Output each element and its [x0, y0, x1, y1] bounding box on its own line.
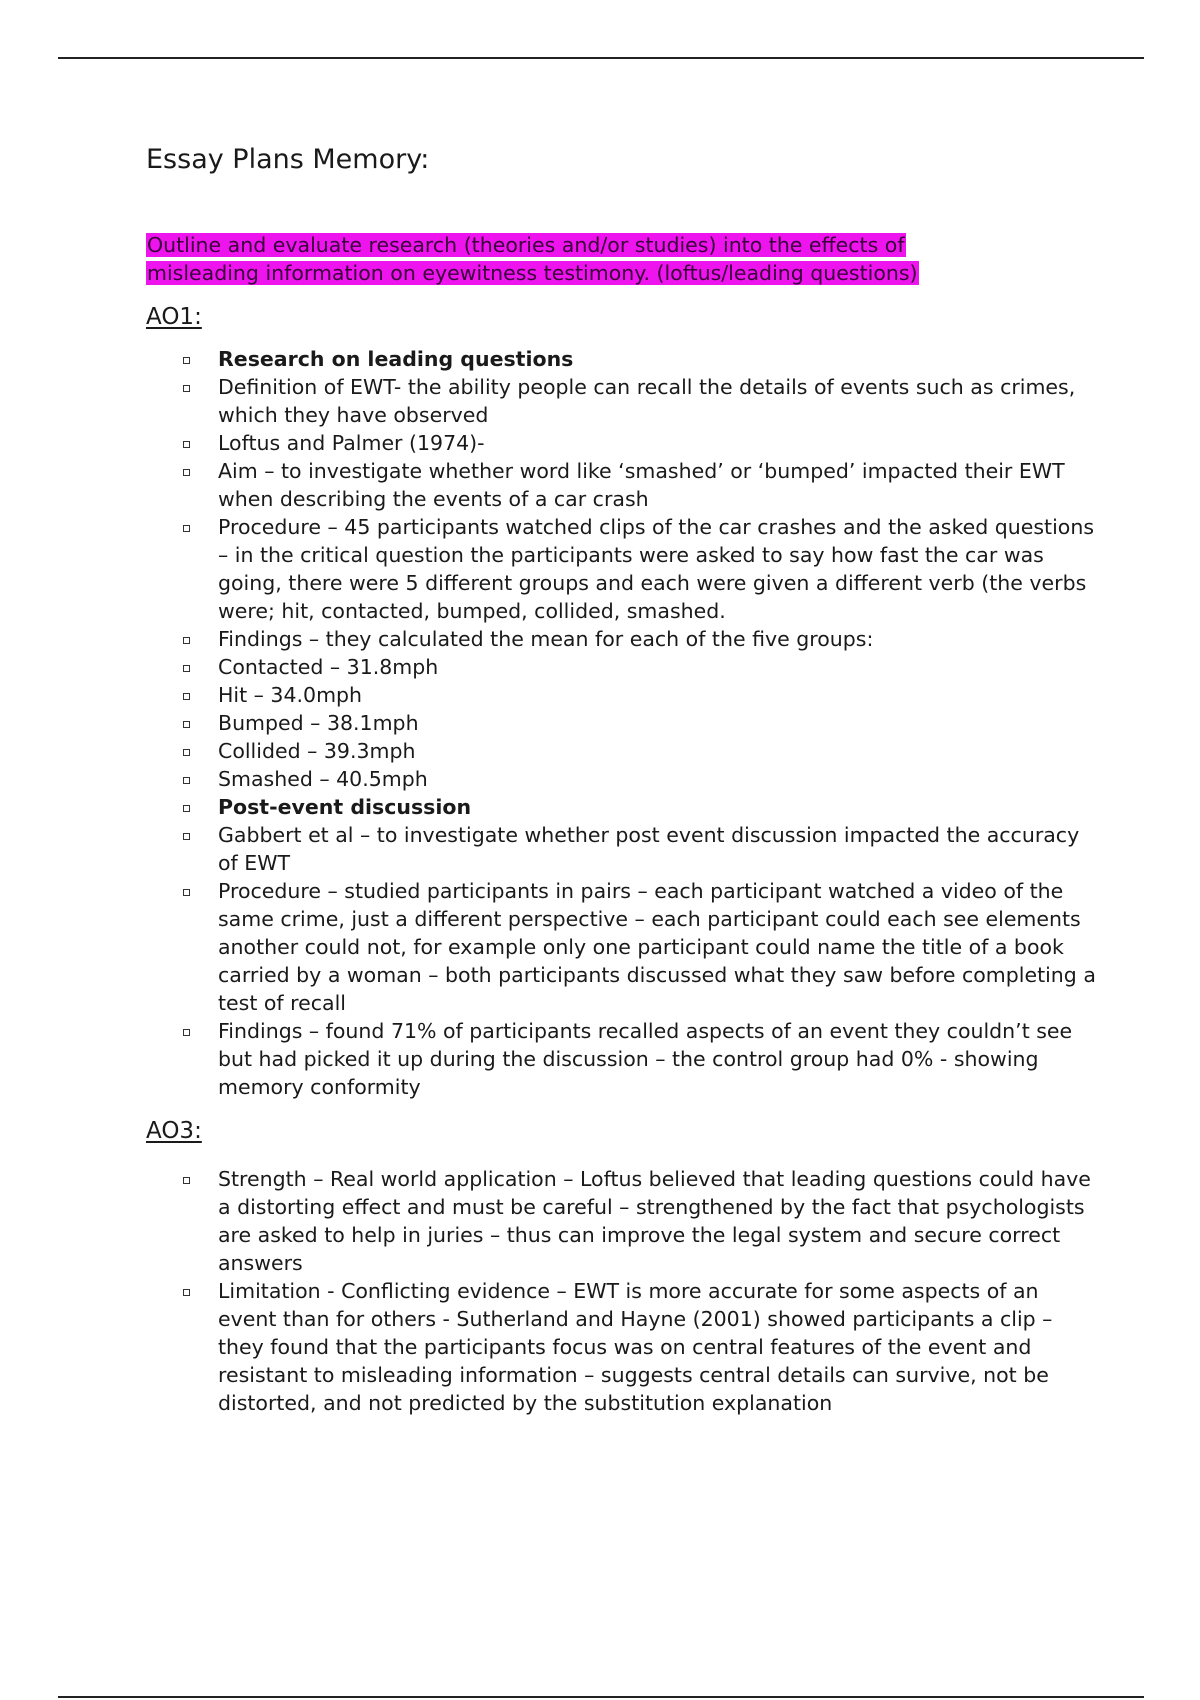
ao1-heading: AO1:	[146, 304, 202, 330]
bullet-square-icon	[183, 833, 190, 840]
list-item	[218, 373, 1098, 429]
list-item-text: Post-event discussion	[218, 795, 472, 819]
bullet-square-icon	[183, 777, 190, 784]
bullet-square-icon	[183, 1177, 190, 1184]
list-item	[218, 737, 1098, 765]
list-item-text: Bumped – 38.1mph	[218, 711, 419, 735]
list-item-text: Loftus and Palmer (1974)-	[218, 431, 485, 455]
list-item	[218, 793, 1098, 821]
list-item-text: Strength – Real world application – Loftus believed that leading questions could have a distorting effect and must be careful – strengthened by the fact that psychologists are asked to help in juries – thus can improve the legal system and secure correct answers	[218, 1167, 1091, 1275]
list-item	[218, 681, 1098, 709]
ao3-heading: AO3:	[146, 1118, 202, 1144]
bullet-square-icon	[183, 637, 190, 644]
bullet-square-icon	[183, 805, 190, 812]
bullet-square-icon	[183, 1029, 190, 1036]
list-item	[218, 429, 1098, 457]
bullet-square-icon	[183, 385, 190, 392]
list-item	[218, 1277, 1098, 1417]
highlighted-question: Outline and evaluate research (theories and/or studies) into the effects of misleading information on eyewitness testimony. (loftus/leading questions)	[147, 233, 918, 285]
bullet-square-icon	[183, 525, 190, 532]
bullet-square-icon	[183, 693, 190, 700]
list-item-text: Definition of EWT- the ability people can recall the details of events such as crimes, which they have observed	[218, 375, 1076, 427]
bullet-square-icon	[183, 721, 190, 728]
list-item	[218, 821, 1098, 877]
bullet-square-icon	[183, 1289, 190, 1296]
list-item-text: Procedure – 45 participants watched clips of the car crashes and the asked questions – in the critical question the participants were asked to say how fast the car was going, there were 5 different groups and each were given a different verb (the verbs were; hit, contacted, bumped, collided, smashed.	[218, 515, 1095, 623]
list-item	[218, 345, 1098, 373]
list-item-text: Limitation - Conflicting evidence – EWT is more accurate for some aspects of an event than for others - Sutherland and Hayne (2001) showed participants a clip – they found that the participants focus was on central features of the event and resistant to misleading information – suggests central details can survive, not be distorted, and not predicted by the substitution explanation	[218, 1279, 1053, 1415]
list-item-text: Research on leading questions	[218, 347, 574, 371]
list-item-text: Gabbert et al – to investigate whether post event discussion impacted the accuracy of EWT	[218, 823, 1080, 875]
list-item	[218, 653, 1098, 681]
ao3-list	[146, 1165, 1096, 1417]
list-item-text: Aim – to investigate whether word like ‘smashed’ or ‘bumped’ impacted their EWT when describing the events of a car crash	[218, 459, 1065, 511]
list-item	[218, 457, 1098, 513]
top-rule	[58, 57, 1144, 59]
bottom-rule	[58, 1696, 1144, 1698]
list-item-text: Collided – 39.3mph	[218, 739, 416, 763]
list-item-text: Smashed – 40.5mph	[218, 767, 428, 791]
list-item-text: Findings – found 71% of participants recalled aspects of an event they couldn’t see but had picked it up during the discussion – the control group had 0% - showing memory conformity	[218, 1019, 1073, 1099]
ao1-list	[146, 345, 1096, 1101]
list-item	[218, 1017, 1098, 1101]
list-item-text: Hit – 34.0mph	[218, 683, 363, 707]
list-item	[218, 625, 1098, 653]
list-item-text: Contacted – 31.8mph	[218, 655, 439, 679]
bullet-square-icon	[183, 357, 190, 364]
bullet-square-icon	[183, 441, 190, 448]
bullet-square-icon	[183, 889, 190, 896]
list-item-text: Procedure – studied participants in pairs – each participant watched a video of the same crime, just a different perspective – each participant could each see elements another could not, for example only one participant could name the title of a book carried by a woman – both participants discussed what they saw before completing a test of recall	[218, 879, 1096, 1015]
list-item	[218, 877, 1098, 1017]
bullet-square-icon	[183, 749, 190, 756]
essay-question	[146, 231, 986, 287]
document-body	[146, 142, 1096, 1417]
list-item	[218, 709, 1098, 737]
page-title: Essay Plans Memory:	[146, 144, 430, 175]
list-item-text: Findings – they calculated the mean for each of the five groups:	[218, 627, 874, 651]
bullet-square-icon	[183, 469, 190, 476]
list-item	[218, 513, 1098, 625]
list-item	[218, 765, 1098, 793]
bullet-square-icon	[183, 665, 190, 672]
list-item	[218, 1165, 1098, 1277]
